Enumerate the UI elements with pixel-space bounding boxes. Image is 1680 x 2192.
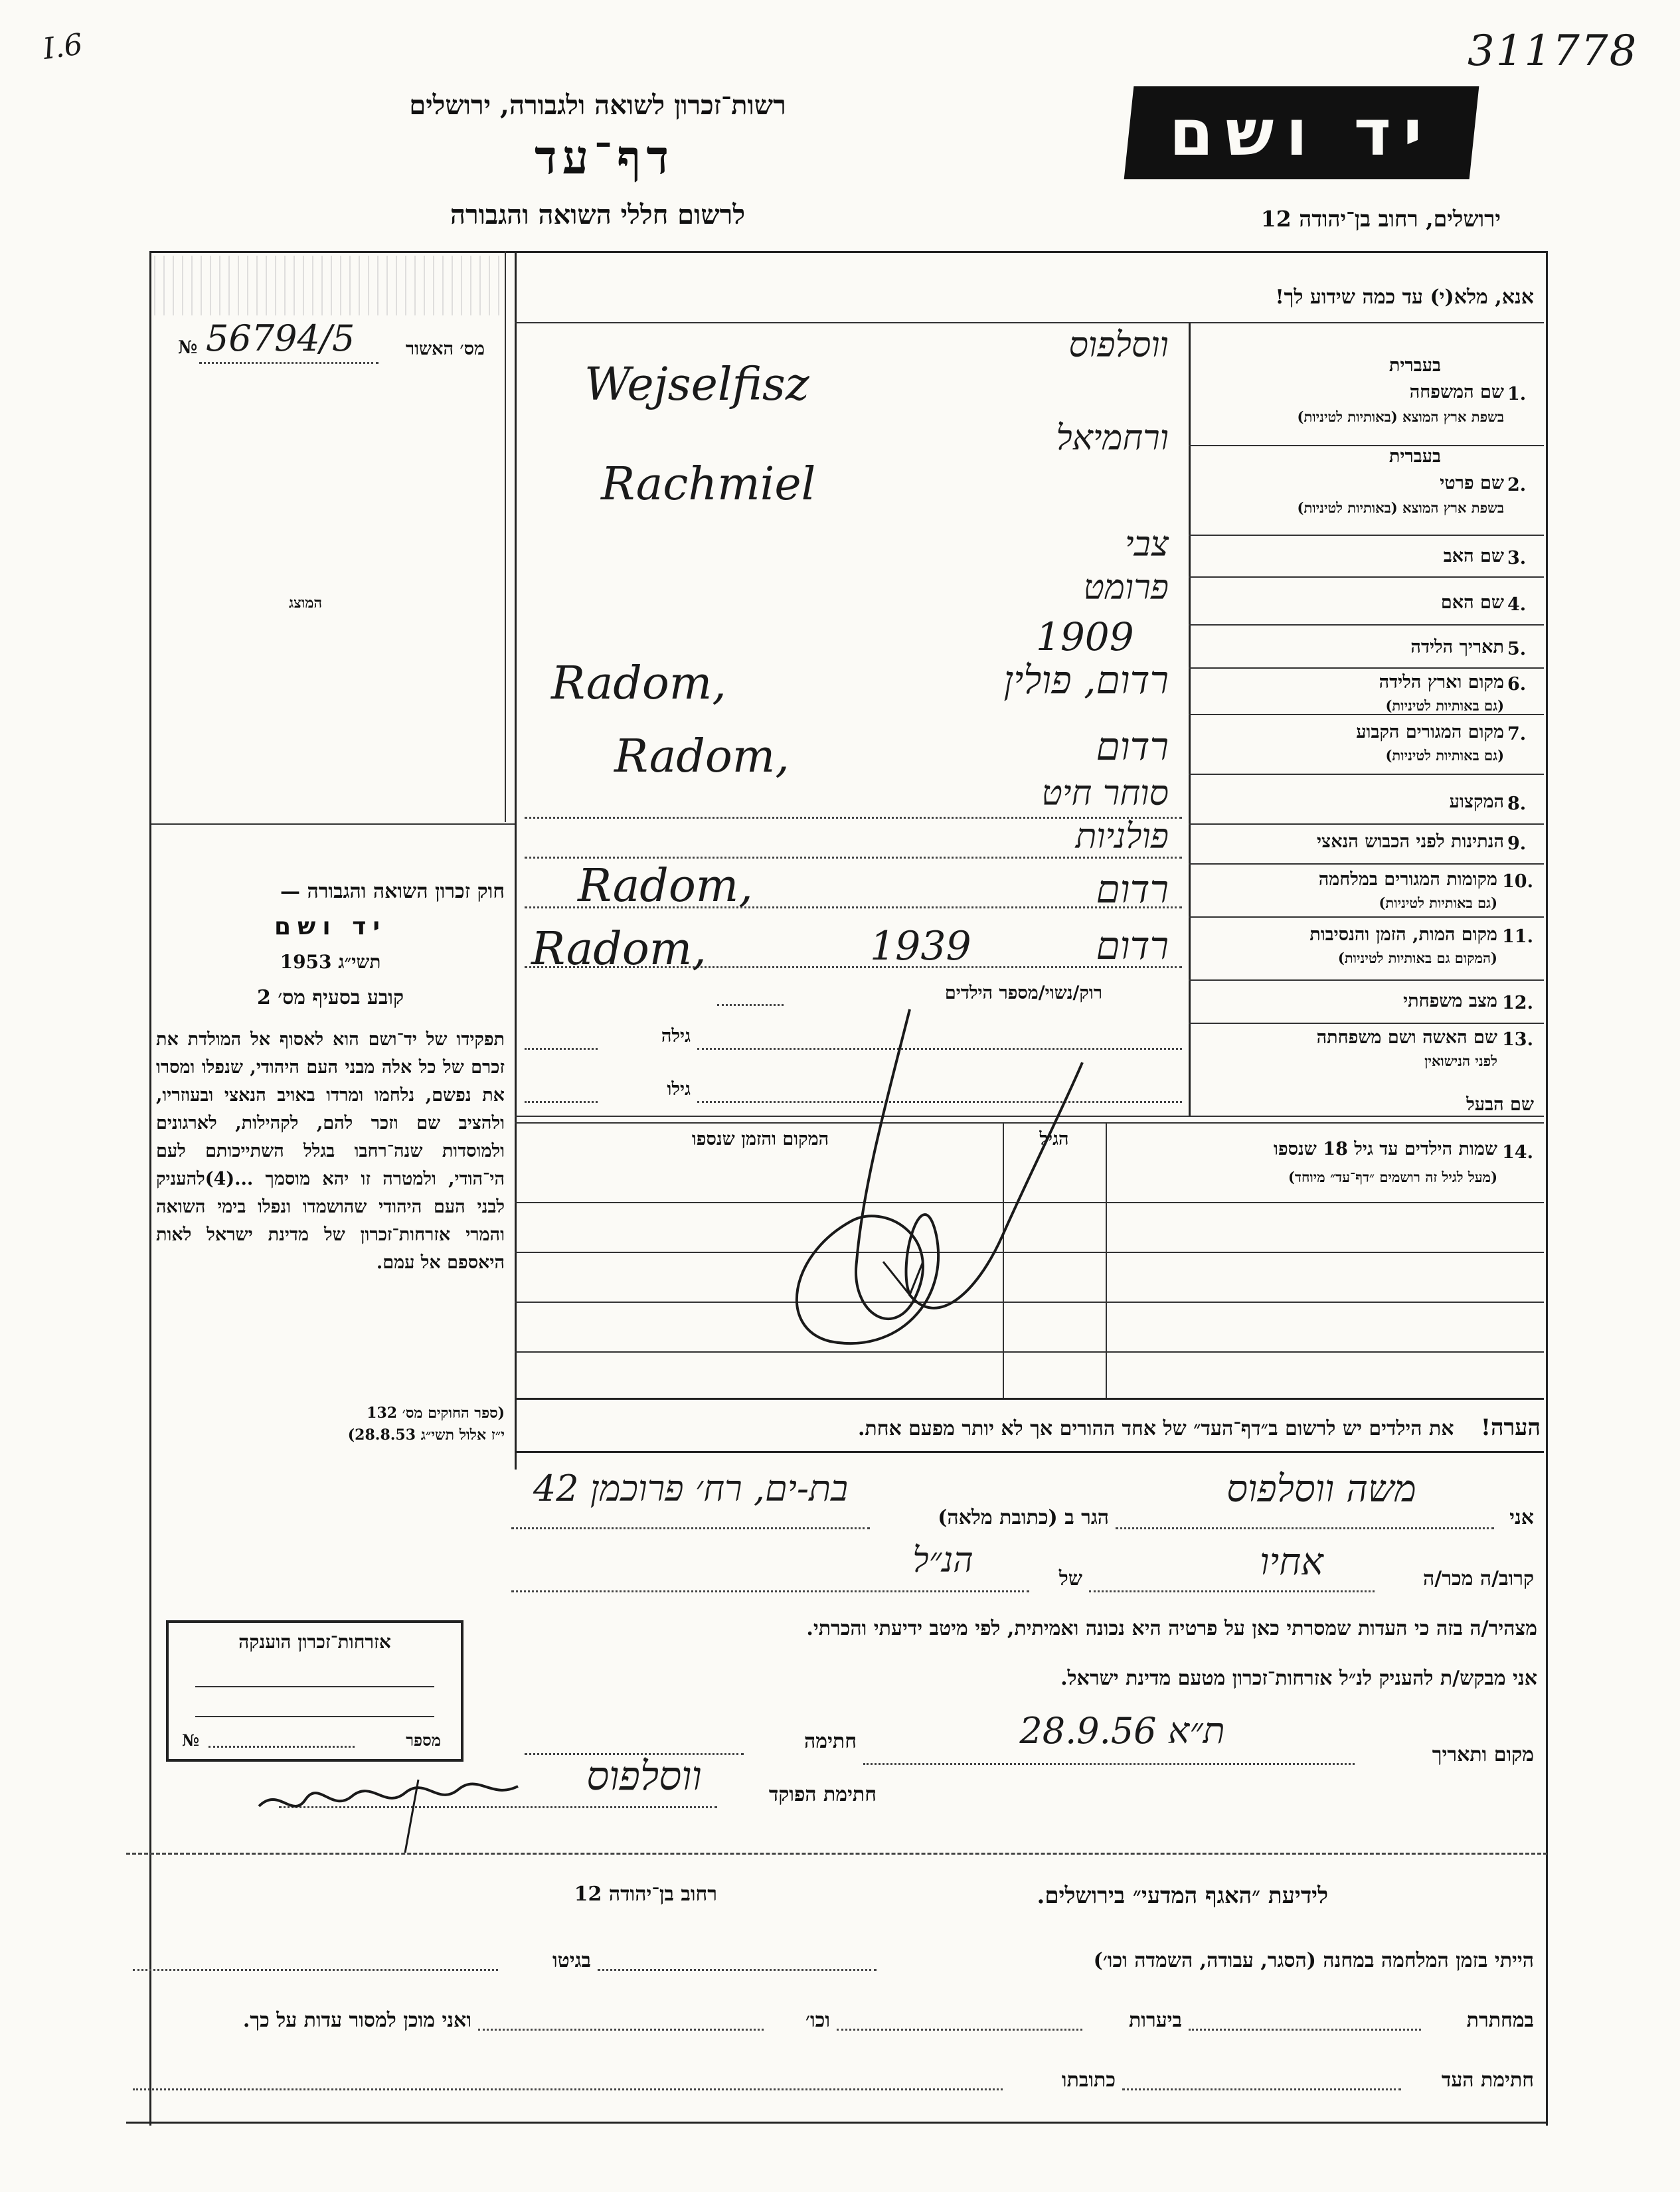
note-title: הערה! [1481, 1414, 1541, 1441]
yad-vashem-logo [1124, 86, 1479, 179]
children-label: שמות הילדים עד גיל 18 שנספו [1274, 1139, 1497, 1159]
hatch-top [154, 256, 503, 315]
note-line [518, 1414, 1541, 1441]
certificate-number-label: מספר [406, 1730, 441, 1750]
signature-label: חתימה [804, 1730, 857, 1753]
field-8-num: 8. [1507, 794, 1527, 814]
field-2-value-hebrew: ורחמיאל [1056, 418, 1169, 458]
field-9-label: הנתינות לפני הכבוש הנאצי [1316, 831, 1504, 852]
archive-number: 311778 [1468, 27, 1638, 76]
bottom-line2-c: וכו׳ [805, 2009, 830, 2032]
photo-label: המוצג [288, 594, 323, 612]
declaration-text: מצהיר/ה בזה כי העדות שמסרתי כאן על פרטיה היא נכונה ואמיתית, לפי מיטב ידיעתי והכרתי. [806, 1617, 1537, 1640]
field-11-num: 11. [1502, 926, 1533, 947]
crossout-scribble [750, 983, 1122, 1368]
declarant-signature: ווסלפוס [586, 1753, 702, 1800]
field-5-value: 1909 [1036, 614, 1134, 659]
field-9-num: 9. [1507, 833, 1527, 854]
field-8-label: המקצוע [1449, 792, 1504, 812]
declarant-name: משה ווסלפוס [1226, 1468, 1416, 1511]
field-2-sub: בשפת ארץ המוצא (באותיות לטיניות) [1297, 499, 1504, 516]
children-col-age: הגיל [1039, 1129, 1069, 1149]
field-12-label: מצב משפחתי [1403, 991, 1497, 1011]
declarant-i-label: אני [1509, 1506, 1534, 1529]
husband-age-label: גילו [667, 1079, 691, 1100]
approval-no-sign: № [178, 337, 198, 358]
field-4-num: 4. [1507, 594, 1527, 615]
note-text: את הילדים יש לרשום ב״דף־העד״ של אחד ההורים אך לא יותר מפעם אחת. [857, 1417, 1454, 1440]
field-5-label: תאריך הלידה [1410, 637, 1504, 657]
field-4-label: שם האם [1440, 592, 1504, 613]
bottom-line2-a: במחתרת [1466, 2009, 1534, 2032]
official-signature-label: חתימת הפוקד [768, 1783, 877, 1806]
bottom-to: לידיעת ״האגף המדעי״ בירושלים. [1037, 1883, 1328, 1909]
law-year [156, 951, 505, 973]
field-2-label: שם פרטי [1440, 473, 1504, 493]
field-6-num: 6. [1507, 674, 1527, 695]
relation-label: קרוב/ה מכר/ה [1423, 1567, 1534, 1590]
field-11-label: מקום המות, הזמן והנסיבות [1309, 924, 1497, 945]
field-4-value: פרומט [1083, 568, 1169, 608]
field-7-value-hebrew: רדום [1096, 724, 1169, 769]
field-1-num: 1. [1507, 384, 1527, 404]
field-2-num: 2. [1507, 475, 1527, 495]
field-2-hebrew-tag: בעברית [1388, 446, 1441, 467]
certificate-no-sign: № [182, 1730, 200, 1750]
field-10-label: מקומות המגורים במלחמה [1318, 869, 1497, 890]
field-6-label: מקום וארץ הלידה [1379, 672, 1504, 693]
of-value: הנ״ל [912, 1541, 973, 1580]
form-title: דף־עד [534, 129, 674, 185]
header-address: ירושלים, רחוב בן־יהודה 12 [1260, 206, 1501, 232]
official-signature-scribble [252, 1760, 531, 1859]
request-text: אני מבקש/ת להעניק לנ״ל אזרחות־זכרון מטעם מדינת ישראל. [1060, 1667, 1537, 1690]
form-subtitle: לרשום חללי השואה והגבורה [450, 199, 746, 230]
husband-name-label: שם הבעל [1466, 1094, 1534, 1115]
field-7-label: מקום המגורים הקבוע [1356, 722, 1504, 742]
margin-mark-left: I.6 [41, 27, 85, 66]
law-body: תפקידו של יד־ושם הוא לאסוף אל המולדת את זכרם של כל אלה מבני העם היהודי, שנפלו ומסרו את נפשם, נלחמו ומרדו באויב הנאצי ובעוזריו, ולהציב שם וזכר להם, לקהילות, לארגונים ולמוסדות שנה־רחבו בגלל השתייכותם לעם הי־הודי, ולמטרה זו יהא מוסמך ...(4)להעניק לבני העם היהודי שהושמדו ונפלו בימי השואה והמרי אזרחות־זכרון של מדינת ישראל לאות היאספם אל עמם. [156, 1029, 505, 1273]
children-sub: (מעל לגיל זה רושמים ״דף־עד״ מיוחד) [1288, 1169, 1497, 1185]
field-3-num: 3. [1507, 548, 1527, 568]
instruction-text: אנא, מלא(י) עד כמה שידוע לך! [1275, 286, 1534, 309]
field-7-sub: (גם באותיות לטיניות) [1385, 747, 1504, 764]
field-13-num: 13. [1502, 1029, 1533, 1050]
field-13-sub: לפני הנישואין [1424, 1053, 1497, 1069]
field-12-num: 12. [1502, 993, 1533, 1013]
law-source-1: (ספר החוקים מס׳ 132 [367, 1404, 505, 1422]
certificate-title: אזרחות־זכרון הוענקה [238, 1631, 391, 1653]
field-11-value-hebrew: רדום [1096, 923, 1169, 968]
authority-name: רשות־זכרון לשואה ולגבורה, ירושלים [409, 90, 786, 121]
declarant-address: בת-ים, רח׳ פרוכמן 42 [533, 1468, 849, 1509]
field-10-num: 10. [1502, 871, 1533, 892]
field-14-num: 14. [1502, 1142, 1533, 1163]
law-year-number: 1953 [280, 951, 332, 973]
field-1-hebrew-tag: בעברית [1388, 355, 1441, 376]
approval-label: מס׳ האשור [405, 339, 485, 359]
logo-text: יד ושם [1169, 96, 1434, 170]
field-11-value-latin: Radom, [531, 923, 707, 975]
law-org: יד ושם [274, 913, 387, 940]
place-date-label: מקום ותאריך [1432, 1743, 1534, 1766]
bottom-line3-a: חתימת העד [1441, 2068, 1534, 2092]
law-year-hebrew: תשי״ג [338, 951, 381, 973]
field-1-sub: בשפת ארץ המוצא (באותיות לטיניות) [1297, 408, 1504, 425]
wife-age-label: גילה [661, 1026, 691, 1047]
bottom-line2-b: ביערות [1128, 2009, 1182, 2032]
field-6-value-hebrew: רדום, פולין [1003, 657, 1169, 703]
field-8-value: סוחר חיט [1041, 774, 1169, 813]
law-clause: קובע בסעיף מס׳ 2 [256, 986, 404, 1009]
bottom-line3-b: כתובתו [1061, 2068, 1116, 2092]
law-heading: חוק זכרון השואה והגבורה — [280, 880, 505, 903]
form-frame-bottom [126, 2122, 1547, 2124]
field-10-sub: (גם באותיות לטיניות) [1379, 894, 1497, 911]
field-3-label: שם האב [1443, 546, 1504, 566]
field-10-value-hebrew: רדום [1096, 867, 1169, 912]
bottom-line2-d: ואני מוכן למסור עדות על כך. [242, 2009, 471, 2032]
field-3-value: צבי [1125, 525, 1169, 564]
bottom-address: רחוב בן־יהודה 12 [574, 1883, 717, 1906]
declarant-resides-label: הגר ב (כתובת מלאה) [938, 1506, 1109, 1529]
bottom-line1-a: הייתי בזמן המלחמה במחנה (הסגר, עבודה, השמדה וכו׳) [1093, 1949, 1534, 1972]
field-13-label: שם האשה ושם משפחתה [1316, 1027, 1497, 1048]
place-date-value: ת״א 28.9.56 [1019, 1710, 1225, 1752]
field-10-value-latin: Radom, [578, 860, 753, 912]
of-label: של [1058, 1567, 1082, 1590]
certificate-box [166, 1620, 463, 1762]
field-7-value-latin: Radom, [614, 730, 790, 783]
field-1-value-latin: Wejselfisz [584, 359, 809, 411]
field-11-value-year: 1939 [870, 923, 971, 970]
field-6-sub: (גם באותיות לטיניות) [1385, 697, 1504, 714]
field-5-num: 5. [1507, 639, 1527, 659]
field-9-value: פולניות [1075, 817, 1169, 857]
marital-options: רוק/נשוי/מספר הילדים [944, 983, 1102, 1003]
field-1-value-hebrew: ווסלפוס [1068, 325, 1169, 365]
bottom-line1-b: בגיטו [552, 1949, 591, 1972]
field-1-label: שם המשפחה [1409, 382, 1504, 402]
law-source-2: י״ז אלול תשי״ג 28.8.53) [347, 1426, 505, 1444]
field-11-sub: (המקום גם באותיות לטיניות) [1337, 950, 1497, 966]
children-col-place: המקום והזמן שנספו [691, 1129, 829, 1149]
field-2-value-latin: Rachmiel [601, 458, 816, 511]
field-6-value-latin: Radom, [551, 657, 726, 710]
relation-value: אחיו [1260, 1541, 1323, 1584]
field-7-num: 7. [1507, 724, 1527, 744]
approval-number: 56794/5 [206, 317, 355, 359]
